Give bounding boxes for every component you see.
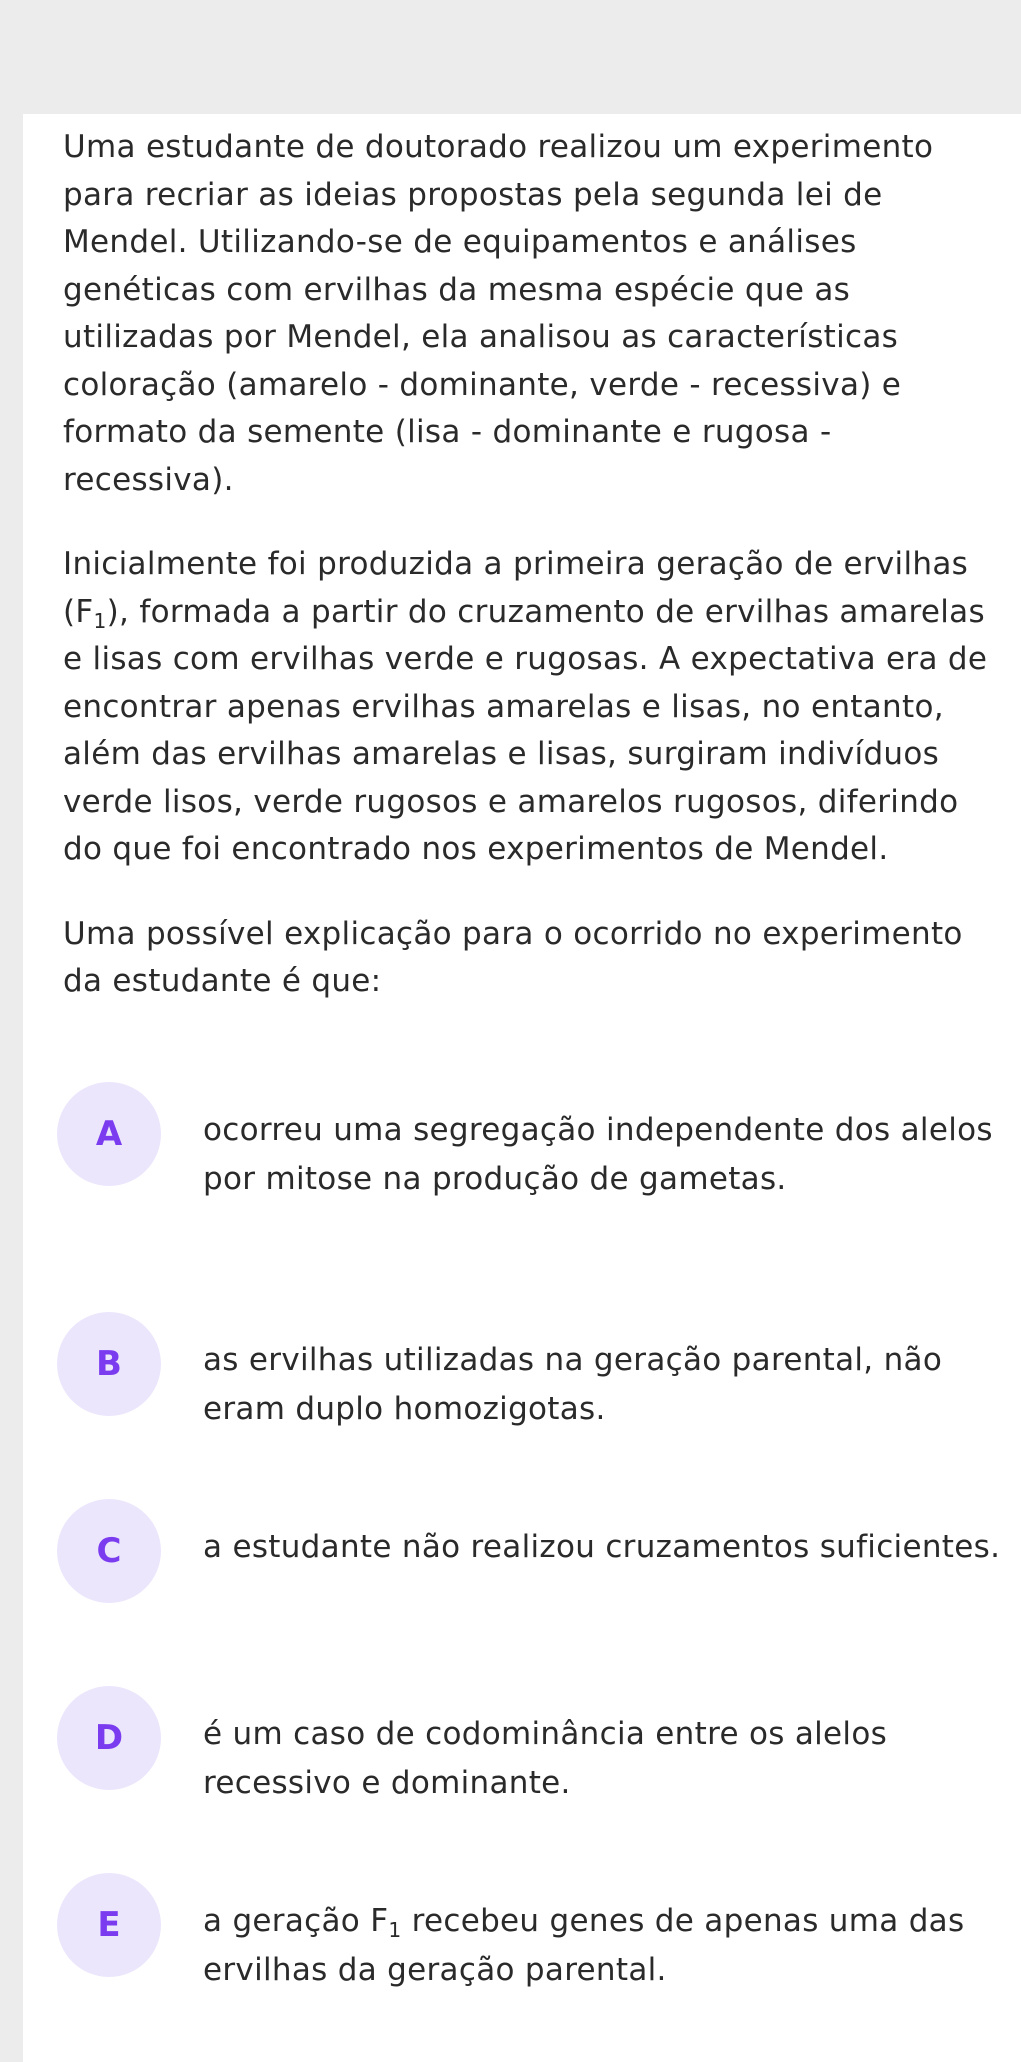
option-letter-badge[interactable]: A	[57, 1082, 161, 1186]
option-text: ocorreu uma segregação independente dos alelos por mitose na produção de gametas.	[203, 1112, 993, 1197]
option-text: as ervilhas utilizadas na geração parental, não eram duplo homozigotas.	[203, 1342, 943, 1427]
statement-paragraph-1: Uma estudante de doutorado realizou um experimento para recriar as ideias propostas pela segunda lei de Mendel. Utilizando-se de equipamentos e análises genéticas com ervilhas da mesma espécie que as utilizadas por Mendel, ela analisou as características coloração (amarelo - dominante, verde - recessiva) e formato da semente (lisa - dominante e rugosa - recessiva).	[63, 129, 934, 498]
option-letter-badge[interactable]: B	[57, 1312, 161, 1416]
statement-paragraph-3: Uma possível explicação para o ocorrido no experimento da estudante é que:	[63, 915, 963, 999]
question-card	[23, 114, 1021, 2062]
option-text: é um caso de codominância entre os alelos recessivo e dominante.	[203, 1716, 888, 1801]
option-letter-badge[interactable]: C	[57, 1499, 161, 1603]
option-letter-badge[interactable]: E	[57, 1873, 161, 1977]
question-statement	[63, 124, 1003, 1006]
option-text: a estudante não realizou cruzamentos suficientes.	[203, 1529, 1001, 1565]
option-text: a geração $F_1$ recebeu genes de apenas uma das ervilhas da geração parental.	[203, 1903, 965, 1988]
statement-paragraph-2: Inicialmente foi produzida a primeira geração de ervilhas $(F_1)$, formada a partir do cruzamento de ervilhas amarelas e lisas com ervilhas verde e rugosas. A expectativa era de encontrar apenas ervilhas amarelas e lisas, no entanto, além das ervilhas amarelas e lisas, surgiram indivíduos verde lisos, verde rugosos e amarelos rugosos, diferindo do que foi encontrado nos experimentos de Mendel.	[63, 546, 988, 867]
option-letter-badge[interactable]: D	[57, 1686, 161, 1790]
